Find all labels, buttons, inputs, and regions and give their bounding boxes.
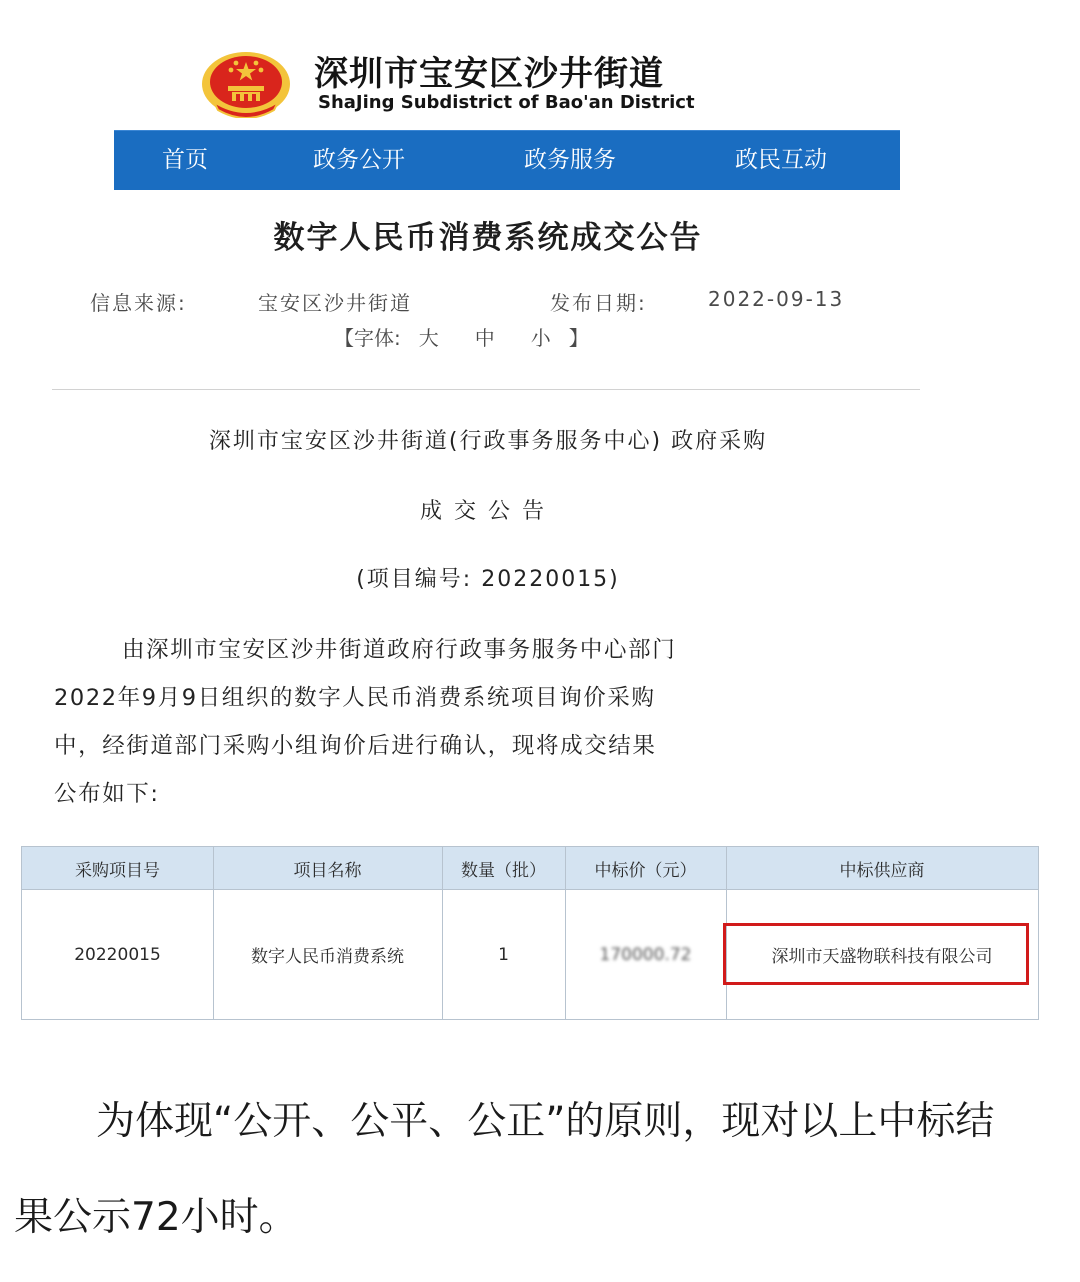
cell-winning-price: 170000.72 xyxy=(599,944,692,965)
font-size-label: 【字体: xyxy=(334,326,401,350)
article-title: 数字人民币消费系统成交公告 xyxy=(273,220,703,256)
cell-quantity: 1 xyxy=(498,944,509,965)
font-size-medium[interactable]: 中 xyxy=(474,326,495,350)
column-header-project-no: 采购项目号 xyxy=(75,860,160,881)
date-label: 发布日期: xyxy=(550,291,647,315)
result-table xyxy=(21,846,1039,1020)
nav-interaction[interactable]: 政民互动 xyxy=(735,147,827,173)
cell-project-name: 数字人民币消费系统 xyxy=(251,947,404,967)
font-size-small[interactable]: 小 xyxy=(530,326,551,350)
national-emblem-icon xyxy=(200,44,292,118)
notice-heading-line2: 成交公告 xyxy=(419,499,556,524)
supplier-highlight-box xyxy=(723,923,1029,985)
column-header-project-name: 项目名称 xyxy=(293,860,362,881)
project-number: (项目编号: 20220015) xyxy=(356,567,620,592)
main-nav xyxy=(114,130,900,190)
site-subtitle: ShaJing Subdistrict of Bao'an District xyxy=(318,92,695,113)
font-size-close: 】 xyxy=(568,326,589,350)
source-label: 信息来源: xyxy=(90,291,187,315)
site-title: 深圳市宝安区沙井街道 xyxy=(314,54,664,94)
cell-supplier: 深圳市天盛物联科技有限公司 xyxy=(771,947,993,967)
font-size-switcher xyxy=(334,322,589,351)
paragraph-line: 由深圳市宝安区沙井街道政府行政事务服务中心部门 xyxy=(122,637,677,663)
nav-gov-affairs-open[interactable]: 政务公开 xyxy=(313,147,405,173)
column-header-price: 中标价（元） xyxy=(594,860,697,881)
divider xyxy=(52,389,920,390)
publish-date: 2022-09-13 xyxy=(708,287,845,311)
nav-gov-services[interactable]: 政务服务 xyxy=(524,147,616,173)
paragraph-line: 2022年9月9日组织的数字人民币消费系统项目询价采购 xyxy=(54,685,656,711)
footer-line2: 果公示72小时。 xyxy=(14,1195,298,1240)
footer-line1: 为体现“公开、公平、公正”的原则，现对以上中标结 xyxy=(96,1099,995,1144)
paragraph-line: 中，经街道部门采购小组询价后进行确认，现将成交结果 xyxy=(54,733,657,759)
column-header-quantity: 数量（批） xyxy=(461,860,546,881)
notice-heading-line1: 深圳市宝安区沙井街道(行政事务服务中心) 政府采购 xyxy=(208,429,768,454)
source-value: 宝安区沙井街道 xyxy=(258,291,412,315)
cell-project-no: 20220015 xyxy=(74,944,161,965)
notice-paragraph xyxy=(54,626,924,818)
paragraph-line: 公布如下: xyxy=(54,781,160,807)
column-header-supplier: 中标供应商 xyxy=(839,860,925,881)
nav-home[interactable]: 首页 xyxy=(162,147,208,173)
font-size-large[interactable]: 大 xyxy=(418,326,439,350)
